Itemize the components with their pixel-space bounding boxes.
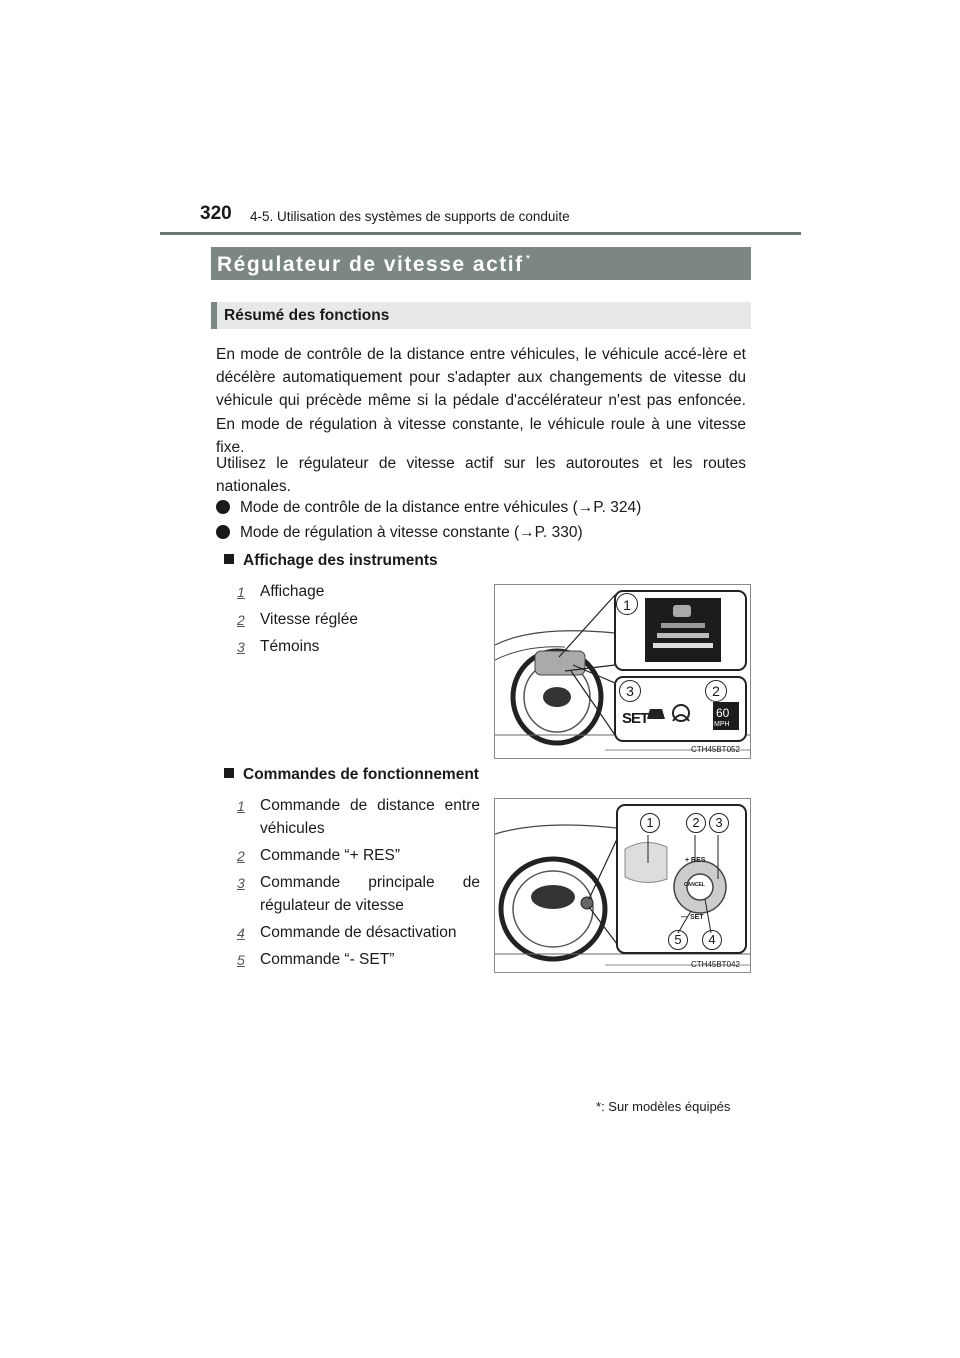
set-label: — SET: [681, 914, 704, 921]
mode-item-2: [216, 524, 583, 542]
footnote: [596, 1099, 730, 1114]
page-reference[interactable]: P. 324): [593, 499, 642, 516]
item-label: Commande de désactivation: [260, 924, 457, 941]
steering-controls-figure: [494, 798, 751, 973]
item-label: Commande “+ RES”: [260, 847, 400, 864]
arrow-icon: →: [577, 499, 594, 516]
item-label: Témoins: [260, 638, 320, 655]
callout-4: 4: [702, 930, 722, 950]
footnote-text: : Sur modèles équipés: [601, 1099, 731, 1114]
callout-1: 1: [616, 593, 638, 615]
subheading-text: Commandes de fonctionnement: [243, 766, 479, 783]
callout-3: 3: [619, 680, 641, 702]
item-number: 2: [237, 612, 245, 628]
section-title: Résumé des fonctions: [224, 307, 390, 324]
item-number: 3: [237, 875, 245, 891]
subheading-text: Affichage des instruments: [243, 552, 438, 569]
intro-paragraph-1: En mode de contrôle de la distance entre véhicules, le véhicule accé-lère et décélère automatiquement pour s'adapter aux changements de vitesse du véhicule qui précède même si la pédale d'accélérateur n'est pas enfoncée. En mode de régulation à vitesse constante, le véhicule roule à une vitesse fixe.: [216, 346, 746, 456]
res-label: + RES: [685, 857, 706, 864]
header-rule: [160, 232, 801, 235]
item-label: Affichage: [260, 583, 325, 600]
item-number: 5: [237, 952, 245, 968]
mode-item-1: [216, 499, 641, 517]
subheading-instruments: [224, 552, 438, 570]
item-number: 1: [237, 798, 245, 814]
footnote-marker: *: [596, 1099, 602, 1114]
page-title-text: Régulateur de vitesse actif: [217, 253, 524, 276]
chapter-title: 4-5. Utilisation des systèmes de supports de conduite: [250, 209, 570, 224]
square-bullet-icon: [224, 554, 234, 564]
square-bullet-icon: [224, 768, 234, 778]
instrument-display-figure: [494, 584, 751, 759]
arrow-icon: →: [519, 524, 535, 541]
cancel-label: CANCEL: [684, 882, 705, 888]
item-number: 2: [237, 848, 245, 864]
item-label: Commande de distance entre véhicules: [260, 797, 480, 837]
figure-code: CTH45BT042: [691, 960, 740, 969]
item-label: Commande principale de régulateur de vitesse: [260, 874, 480, 914]
item-label: Commande “- SET”: [260, 951, 395, 968]
set-speed-value: 60: [716, 706, 730, 720]
page-number: 320: [200, 203, 232, 224]
item-number: 1: [237, 584, 245, 600]
callout-5: 5: [668, 930, 688, 950]
item-number: 4: [237, 925, 245, 941]
page-title: [217, 252, 532, 277]
callout-2: 2: [686, 813, 706, 833]
bullet-icon: [216, 500, 230, 514]
bullet-icon: [216, 525, 230, 539]
subheading-controls: [224, 766, 479, 784]
set-speed-unit: MPH: [714, 721, 730, 728]
item-label: Vitesse réglée: [260, 611, 358, 628]
callout-1: 1: [640, 813, 660, 833]
callout-3: 3: [709, 813, 729, 833]
mode-text: Mode de contrôle de la distance entre véhicules (: [240, 499, 578, 516]
page-reference[interactable]: P. 330): [534, 524, 583, 541]
figure-code: CTH45BT052: [691, 745, 740, 754]
set-indicator: SET: [622, 710, 649, 727]
intro-paragraph-2: Utilisez le régulateur de vitesse actif sur les autoroutes et les routes nationales.: [216, 455, 746, 496]
item-number: 3: [237, 639, 245, 655]
callout-2: 2: [705, 680, 727, 702]
title-footnote-marker: *: [525, 252, 532, 266]
mode-text: Mode de régulation à vitesse constante (: [240, 524, 520, 541]
